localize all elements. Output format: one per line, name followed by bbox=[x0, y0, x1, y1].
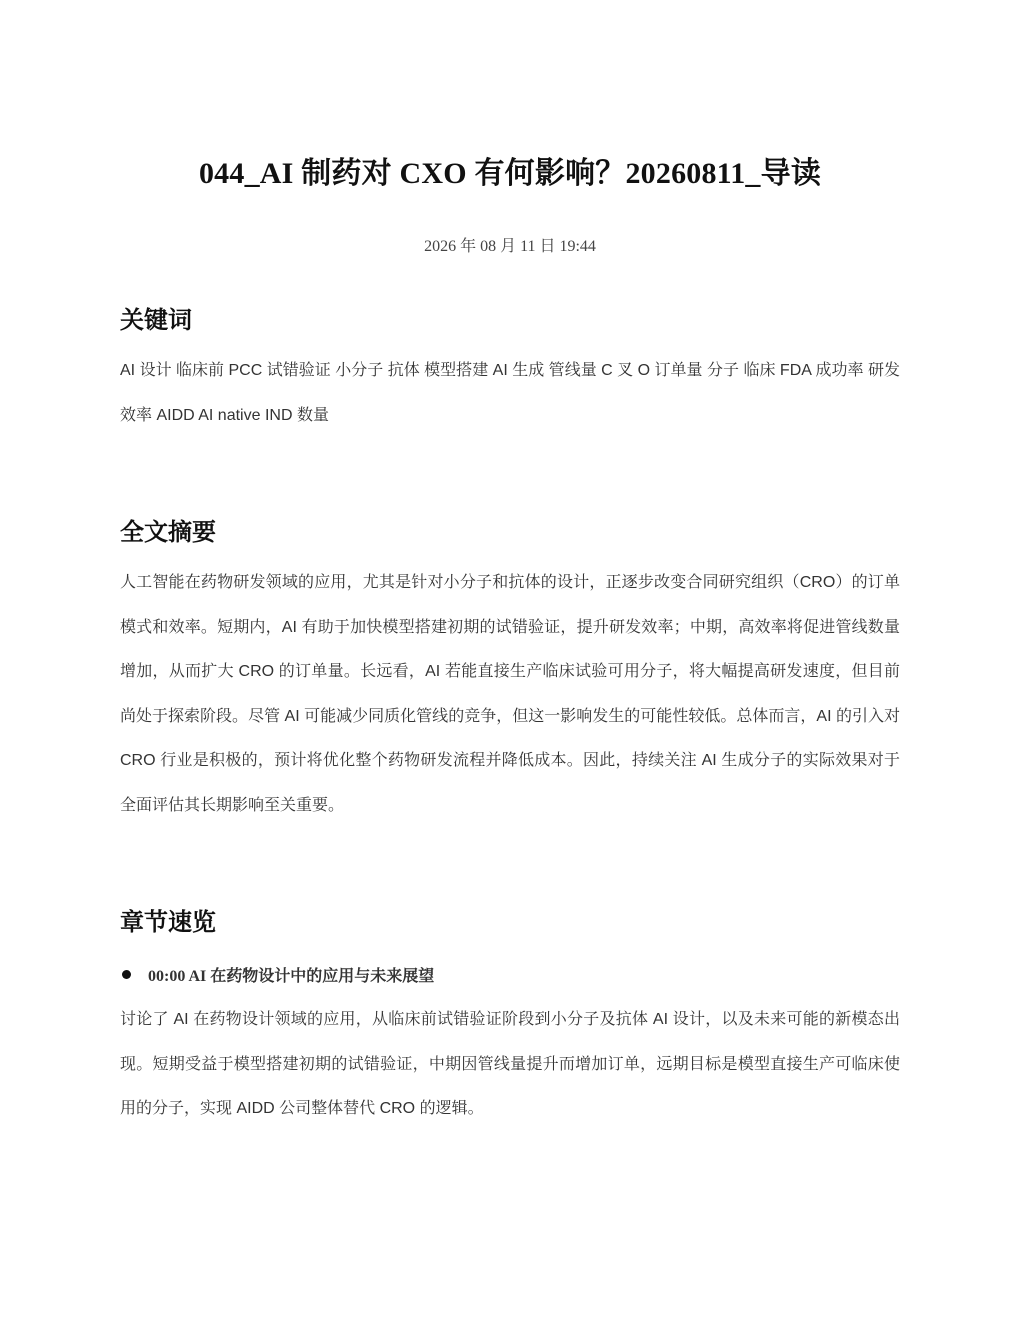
chapter-title: 00:00 AI 在药物设计中的应用与未来展望 bbox=[148, 967, 435, 985]
keywords-text: AI 设计 临床前 PCC 试错验证 小分子 抗体 模型搭建 AI 生成 管线量 C 叉 O 订单量 分子 临床 FDA 成功率 研发效率 AIDD AI native IND 数量 bbox=[120, 362, 900, 424]
document-datetime: 2026 年 08 月 11 日 19:44 bbox=[424, 238, 596, 255]
chapter-text: 讨论了 AI 在药物设计领域的应用，从临床前试错验证阶段到小分子及抗体 AI 设计，以及未来可能的新模态出现。短期受益于模型搭建初期的试错验证，中期因管线量提升而增加订单，远期目标是模型直接生产可临床使用的分子，实现 AIDD 公司整体替代 CRO 的逻辑。 bbox=[120, 1011, 900, 1117]
bullet-icon bbox=[122, 970, 131, 979]
chapter-item bbox=[120, 960, 434, 988]
keywords-heading: 关键词 bbox=[120, 307, 192, 334]
summary-text: 人工智能在药物研发领域的应用，尤其是针对小分子和抗体的设计，正逐步改变合同研究组织（CRO）的订单模式和效率。短期内，AI 有助于加快模型搭建初期的试错验证，提升研发效率；中期，高效率将促进管线数量增加，从而扩大 CRO 的订单量。长远看，AI 若能直接生产临床试验可用分子，将大幅提高研发速度，但目前尚处于探索阶段。尽管 AI 可能减少同质化管线的竞争，但这一影响发生的可能性较低。总体而言，AI 的引入对 CRO 行业是积极的，预计将优化整个药物研发流程并降低成本。因此，持续关注 AI 生成分子的实际效果对于全面评估其长期影响至关重要。 bbox=[120, 574, 900, 814]
document-title: 044_AI 制药对 CXO 有何影响？20260811_导读 bbox=[198, 157, 822, 190]
chapters-heading: 章节速览 bbox=[120, 909, 216, 936]
summary-heading: 全文摘要 bbox=[120, 519, 216, 546]
